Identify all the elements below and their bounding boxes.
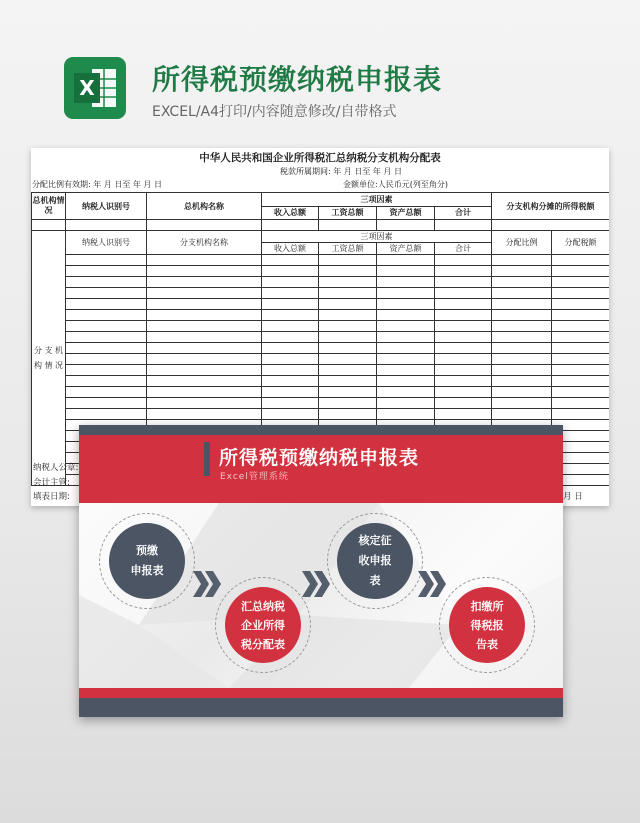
table-cell[interactable] [319,299,377,310]
table-cell[interactable] [552,299,610,310]
table-cell[interactable] [319,409,377,420]
table-cell[interactable] [377,365,435,376]
table-cell[interactable] [552,310,610,321]
banner-title: 所得税预缴纳税申报表 [219,447,420,469]
income-total-header: 收入总额 [262,206,319,220]
table-cell[interactable] [552,409,610,420]
table-cell[interactable] [66,277,147,288]
table-cell[interactable] [377,387,435,398]
table-cell[interactable] [66,332,147,343]
table-cell[interactable] [66,365,147,376]
table-cell[interactable] [435,398,492,409]
step-4-circle: 扣缴所 得税报 告表 [449,587,525,663]
table-cell[interactable] [319,376,377,387]
table-cell[interactable] [552,354,610,365]
hq-data-cell[interactable] [319,220,377,231]
table-cell[interactable] [66,387,147,398]
table-cell[interactable] [319,255,377,266]
table-cell[interactable] [377,398,435,409]
table-row [32,321,610,332]
table-cell[interactable] [435,376,492,387]
filled-date-label: 填表日期: [33,492,70,502]
table-cell[interactable] [147,332,262,343]
tax-period: 税款所属期间: 年 月 日至 年 月 日 [280,167,402,176]
accountant-label: 会计主管: [33,478,70,488]
table-cell[interactable] [435,365,492,376]
table-cell[interactable] [319,310,377,321]
table-cell[interactable] [552,332,610,343]
asset-total-header: 资产总额 [377,206,435,220]
table-cell[interactable] [377,332,435,343]
table-cell[interactable] [552,398,610,409]
currency-unit: 金额单位:人民币元(列至角分) [343,180,448,189]
table-cell[interactable] [377,288,435,299]
table-row [32,277,610,288]
table-cell[interactable] [552,277,610,288]
table-cell[interactable] [147,310,262,321]
svg-text:X: X [79,76,95,100]
table-cell[interactable] [262,299,319,310]
branch-tax-header: 分支机构分摊的所得税额 [492,193,610,220]
table-cell[interactable] [435,387,492,398]
chevron-right-icon [418,571,450,597]
wage-total-header: 工资总额 [319,206,377,220]
table-cell[interactable] [262,277,319,288]
table-cell[interactable] [147,343,262,354]
table-cell[interactable] [492,255,552,266]
hq-data-cell[interactable] [262,220,319,231]
table-cell[interactable] [262,354,319,365]
table-cell[interactable] [66,310,147,321]
table-cell[interactable] [492,365,552,376]
table-cell[interactable] [319,277,377,288]
excel-icon [64,57,126,119]
table-cell[interactable] [262,266,319,277]
hq-data-cell[interactable] [32,220,66,231]
table-cell[interactable] [66,376,147,387]
table-cell[interactable] [435,266,492,277]
table-cell[interactable] [435,321,492,332]
step-3-ring [327,513,423,609]
table-row [32,266,610,277]
table-cell[interactable] [319,354,377,365]
table-cell[interactable] [492,299,552,310]
table-cell[interactable] [492,354,552,365]
hq-data-cell[interactable] [435,220,492,231]
hq-data-cell[interactable] [377,220,435,231]
table-row [32,398,610,409]
promo-banner [79,425,563,717]
step-2-circle: 汇总纳税 企业所得 税分配表 [225,587,301,663]
table-cell[interactable] [492,277,552,288]
seal-label: 纳税人公章: [33,463,79,473]
table-cell[interactable] [319,288,377,299]
step-4-ring [439,577,535,673]
table-cell[interactable] [435,409,492,420]
sheet-title: 中华人民共和国企业所得税汇总纳税分支机构分配表 [199,152,441,164]
table-cell[interactable] [552,288,610,299]
table-cell[interactable] [262,332,319,343]
table-cell[interactable] [492,332,552,343]
table-cell[interactable] [377,354,435,365]
table-cell[interactable] [435,310,492,321]
table-cell[interactable] [552,343,610,354]
branch-wage-header: 工资总额 [319,243,377,255]
table-cell[interactable] [492,376,552,387]
banner-top-stripe [79,425,563,435]
table-cell[interactable] [262,321,319,332]
table-cell[interactable] [435,255,492,266]
branch-ratio-header: 分配比例 [492,231,552,255]
table-cell[interactable] [492,398,552,409]
table-cell[interactable] [66,288,147,299]
table-cell[interactable] [552,387,610,398]
table-cell[interactable] [435,299,492,310]
table-row [32,343,610,354]
valid-period: 分配比例有效期: 年 月 日至 年 月 日 [32,180,162,189]
banner-bottom-dark-stripe [79,698,563,717]
table-cell[interactable] [147,255,262,266]
page-title: 所得税预缴纳税申报表 [152,63,443,96]
table-cell[interactable] [552,266,610,277]
table-cell[interactable] [262,310,319,321]
table-cell[interactable] [147,266,262,277]
table-cell[interactable] [147,354,262,365]
table-row [32,332,610,343]
table-cell[interactable] [377,266,435,277]
table-cell[interactable] [66,343,147,354]
table-cell[interactable] [492,288,552,299]
table-cell[interactable] [66,398,147,409]
table-cell[interactable] [377,299,435,310]
table-cell[interactable] [147,299,262,310]
banner-accent-bar [204,442,210,476]
table-cell[interactable] [552,365,610,376]
table-row [32,288,610,299]
table-cell[interactable] [66,299,147,310]
step-2-ring [215,577,311,673]
table-cell[interactable] [552,255,610,266]
table-row [32,310,610,321]
table-cell[interactable] [377,343,435,354]
table-cell[interactable] [435,332,492,343]
banner-subtitle: Excel管理系统 [220,472,289,482]
hq-taxpayer-id-header: 纳税人识别号 [66,193,147,220]
branch-income-header: 收入总额 [262,243,319,255]
table-cell[interactable] [147,409,262,420]
table-cell[interactable] [147,277,262,288]
table-cell[interactable] [262,343,319,354]
branch-taxpayer-id-header: 纳税人识别号 [66,231,147,255]
branch-asset-header: 资产总额 [377,243,435,255]
table-cell[interactable] [552,376,610,387]
banner-bottom-red-stripe [79,688,563,698]
table-cell[interactable] [435,354,492,365]
table-cell[interactable] [492,343,552,354]
three-factors-header: 三项因素 [262,193,492,207]
table-cell[interactable] [66,321,147,332]
table-cell[interactable] [319,365,377,376]
table-cell[interactable] [492,409,552,420]
table-cell[interactable] [319,321,377,332]
table-cell[interactable] [377,409,435,420]
table-cell[interactable] [319,387,377,398]
table-cell[interactable] [492,321,552,332]
table-cell[interactable] [147,387,262,398]
page-subtitle: EXCEL/A4打印/内容随意修改/自带格式 [152,104,397,120]
table-row [32,299,610,310]
table-cell[interactable] [147,376,262,387]
hq-situation-header: 总机构情况 [32,193,66,220]
sum-header: 合计 [435,206,492,220]
table-cell[interactable] [147,288,262,299]
step-1-ring [99,513,195,609]
step-3-circle: 核定征 收申报 表 [337,523,413,599]
hq-data-cell[interactable] [492,220,610,231]
table-cell[interactable] [377,376,435,387]
hq-name-header: 总机构名称 [147,193,262,220]
table-cell[interactable] [66,255,147,266]
table-cell[interactable] [377,255,435,266]
branch-situation-header: 分 支 机 构 情 况 [32,231,66,486]
hq-data-cell[interactable] [66,220,147,231]
table-cell[interactable] [262,387,319,398]
table-cell[interactable] [435,288,492,299]
table-cell[interactable] [319,398,377,409]
table-cell[interactable] [552,321,610,332]
table-cell[interactable] [66,409,147,420]
branch-sum-header: 合计 [435,243,492,255]
table-cell[interactable] [66,266,147,277]
table-row [32,354,610,365]
branch-three-factors-header: 三项因素 [262,231,492,243]
step-1-circle: 预缴 申报表 [109,523,185,599]
table-cell[interactable] [262,288,319,299]
table-cell[interactable] [262,255,319,266]
table-cell[interactable] [377,277,435,288]
table-cell[interactable] [492,310,552,321]
table-row [32,387,610,398]
table-row [32,376,610,387]
table-row [32,255,610,266]
table-cell[interactable] [262,398,319,409]
table-cell[interactable] [147,321,262,332]
table-cell[interactable] [262,409,319,420]
chevron-right-icon [302,571,334,597]
table-cell[interactable] [262,365,319,376]
table-row [32,365,610,376]
table-cell[interactable] [319,343,377,354]
chevron-right-icon [193,571,225,597]
table-cell[interactable] [319,266,377,277]
table-cell[interactable] [377,310,435,321]
table-cell[interactable] [435,277,492,288]
table-cell[interactable] [319,332,377,343]
filled-date-tail: 月 日 [563,492,583,502]
branch-name-header: 分支机构名称 [147,231,262,255]
branch-tax-amount-header: 分配税额 [552,231,610,255]
table-cell[interactable] [492,387,552,398]
table-cell[interactable] [377,321,435,332]
table-cell[interactable] [147,398,262,409]
table-cell[interactable] [435,343,492,354]
table-row [32,409,610,420]
table-cell[interactable] [262,376,319,387]
hq-data-cell[interactable] [147,220,262,231]
table-cell[interactable] [66,354,147,365]
table-cell[interactable] [492,266,552,277]
table-cell[interactable] [147,365,262,376]
